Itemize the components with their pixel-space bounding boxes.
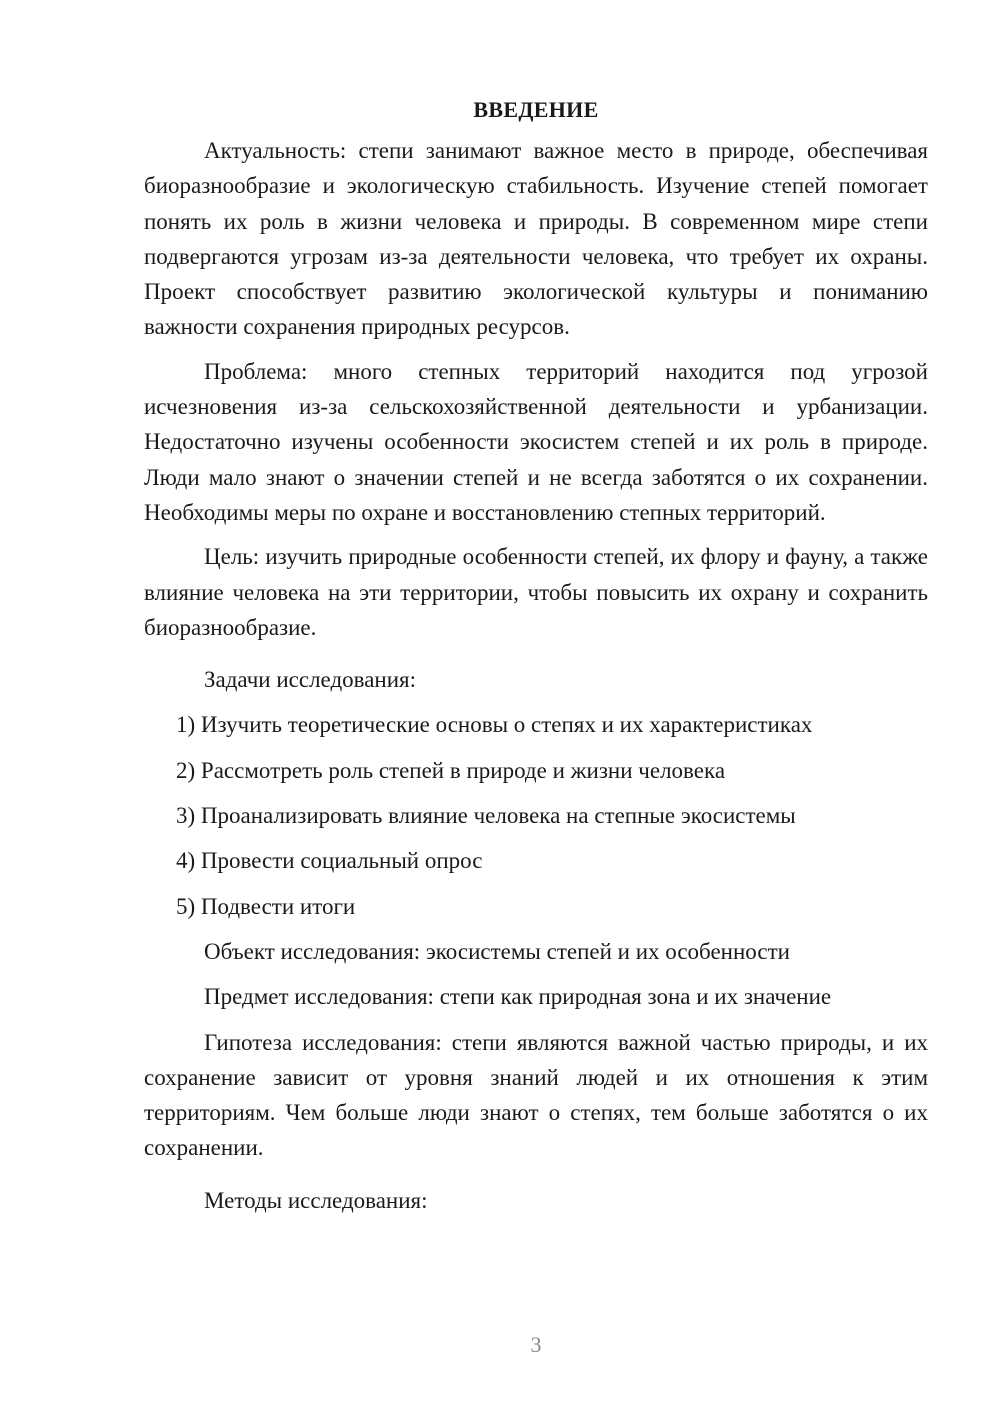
goal-paragraph: Цель: изучить природные особенности степей, их флору и фауну, а также влияние человека на эти территории, чтобы повысить их охрану и сохранить биоразнообразие. bbox=[144, 544, 928, 640]
object-line: Объект исследования: экосистемы степей и их особенности bbox=[204, 938, 790, 964]
tasks-list bbox=[144, 707, 928, 923]
page-number: 3 bbox=[530, 1332, 542, 1357]
list-item: 5) Подвести итоги bbox=[176, 893, 356, 919]
list-item: 1) Изучить теоретические основы о степях и их характеристиках bbox=[176, 712, 813, 738]
hypothesis-paragraph: Гипотеза исследования: степи являются важной частью природы, и их сохранение зависит от уровня знаний людей и их отношения к этим территориям. Чем больше люди знают о степях, тем больше заботятся о их сохранении. bbox=[144, 1029, 928, 1161]
list-item: 4) Провести социальный опрос bbox=[176, 848, 483, 874]
page-content bbox=[144, 92, 928, 1228]
page-number-row bbox=[0, 1332, 1000, 1358]
section-title: ВВЕДЕНИЕ bbox=[473, 97, 599, 122]
list-item: 3) Проанализировать влияние человека на степные экосистемы bbox=[176, 803, 796, 829]
relevance-paragraph: Актуальность: степи занимают важное место в природе, обеспечивая биоразнообразие и экологическую стабильность. Изучение степей помогает понять их роль в жизни человека и природы. В современном мире степи подвергаются угрозам из-за деятельности человека, что требует их охраны. Проект способствует развитию экологической культуры и пониманию важности сохранения природных ресурсов. bbox=[144, 138, 928, 340]
tasks-heading: Задачи исследования: bbox=[204, 667, 417, 693]
list-item: 2) Рассмотреть роль степей в природе и жизни человека bbox=[176, 757, 726, 783]
methods-heading: Методы исследования: bbox=[204, 1187, 428, 1213]
problem-paragraph: Проблема: много степных территорий находится под угрозой исчезновения из-за сельскохозяйственной деятельности и урбанизации. Недостаточно изучены особенности экосистем степей и их роль в природе. Люди мало знают о значении степей и не всегда заботятся о их сохранении. Необходимы меры по охране и восстановлению степных территорий. bbox=[144, 358, 928, 525]
subject-line: Предмет исследования: степи как природная зона и их значение bbox=[204, 984, 832, 1010]
